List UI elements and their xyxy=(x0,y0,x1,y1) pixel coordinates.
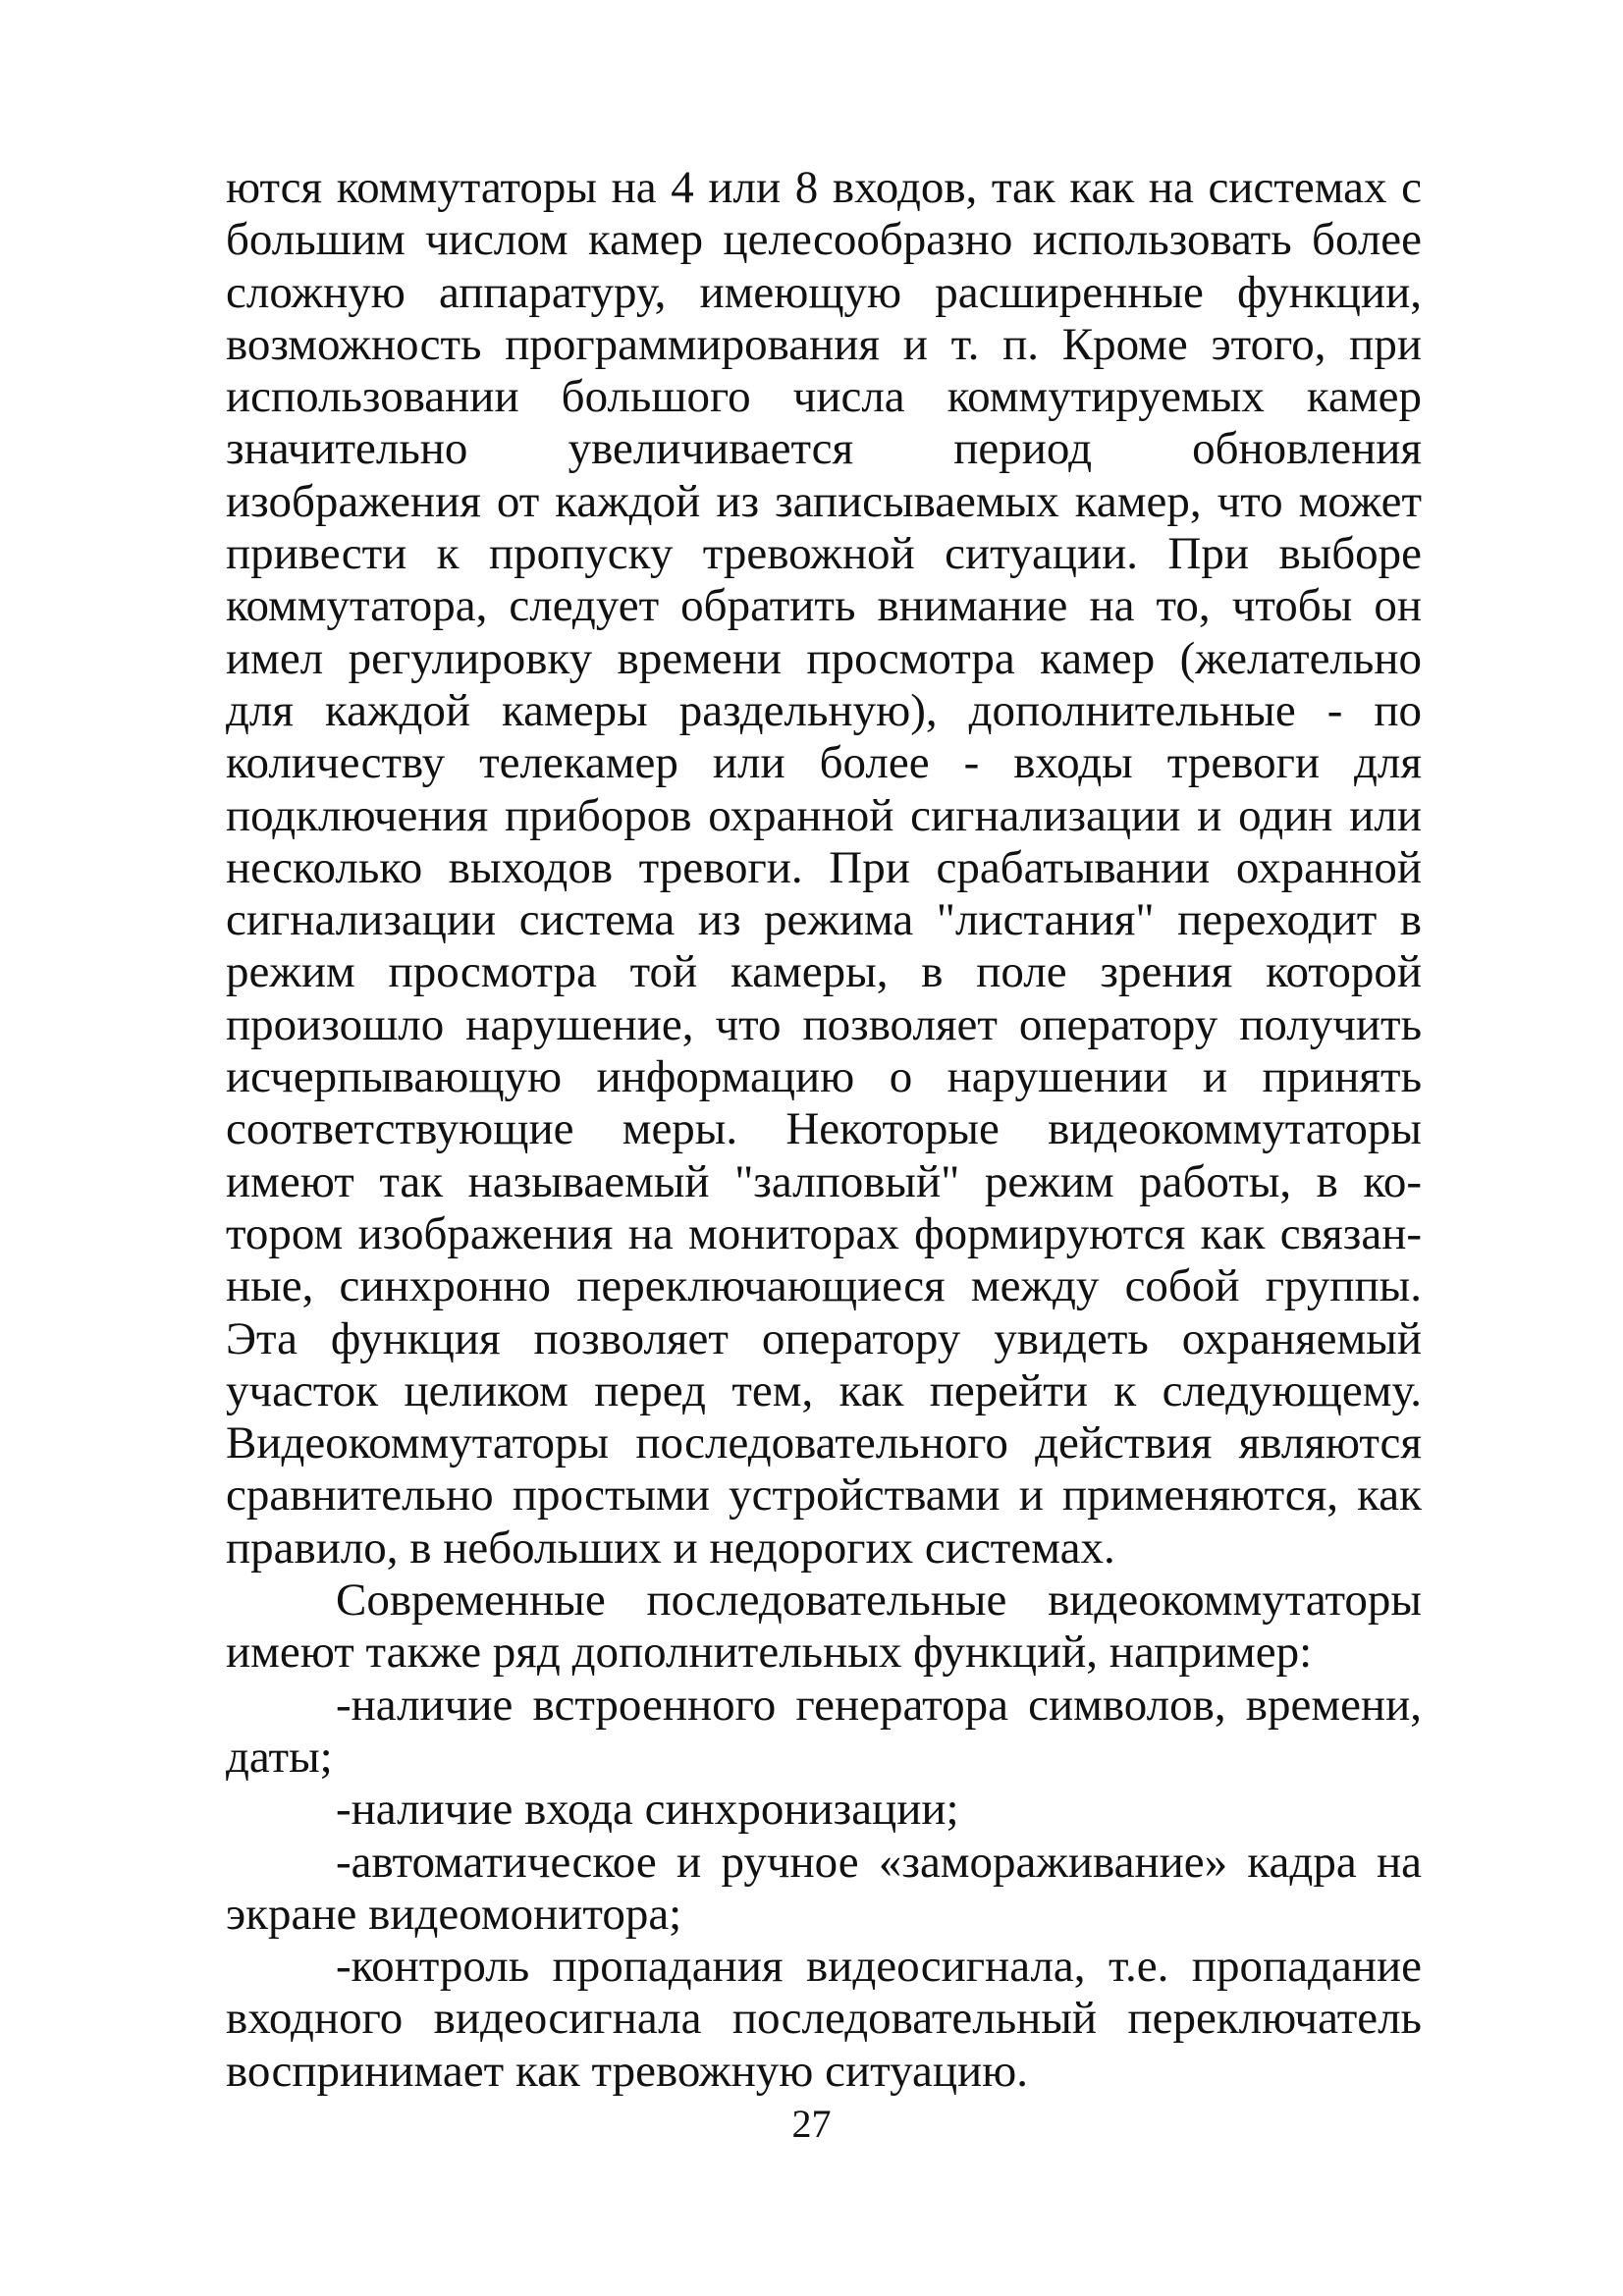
page-number: 27 xyxy=(791,2102,832,2146)
paragraph-main: ются коммутаторы на 4 или 8 входов, так как на системах с большим числом камер целесообразно использовать более сложную аппаратуру, имеющую расширенные функции, возможность программирования и т. п. Кроме этого, при использовании большого числа коммутируемых камер значительно увеличивается период обновления изображения от каждой из записываемых камер, что может привести к пропуску тревожной ситуации. При выборе коммутатора, следует обратить внимание на то, чтобы он имел регулировку времени просмотра камер (желательно для каждой камеры раздельную), дополнительные - по количеству телекамер или более - входы тревоги для подключения приборов охранной сигнализации и один или несколько выходов тревоги. При срабатывании охранной сигнализации система из режима "листания" переходит в режим просмотра той камеры, в поле зрения которой произошло нарушение, что позволяет оператору получить исчерпывающую информацию о нарушении и принять соответствующие меры. Некоторые видеокоммутаторы имеют так называемый "залповый" режим работы, в котором изображения на мониторах формируются как связанные, синхронно переключающиеся между собой группы. Эта функция позволяет оператору увидеть охраняемый участок целиком перед тем, как перейти к следующему. Видеокоммутаторы последовательного действия являются сравнительно простыми устройствами и применяются, как правило, в небольших и недорогих системах. xyxy=(226,162,1422,1574)
list-item-freeze-frame: -автоматическое и ручное «замораживание» кадра на экране видеомонитора; xyxy=(226,1836,1422,1940)
list-item-sync-input: -наличие входа синхронизации; xyxy=(336,1784,959,1836)
list-item-video-loss-control: -контроль пропадания видеосигнала, т.е. пропадание входного видеосигнала последовательный переключатель воспринимает как тревожную ситуацию. xyxy=(226,1941,1422,2097)
page-body xyxy=(226,162,1422,2098)
paragraph-additional-functions: Современные последовательные видеокоммутаторы имеют также ряд дополнительных функций, например: xyxy=(226,1575,1422,1679)
list-item-symbol-generator: -наличие встроенного генератора символов, времени, даты; xyxy=(226,1679,1422,1783)
